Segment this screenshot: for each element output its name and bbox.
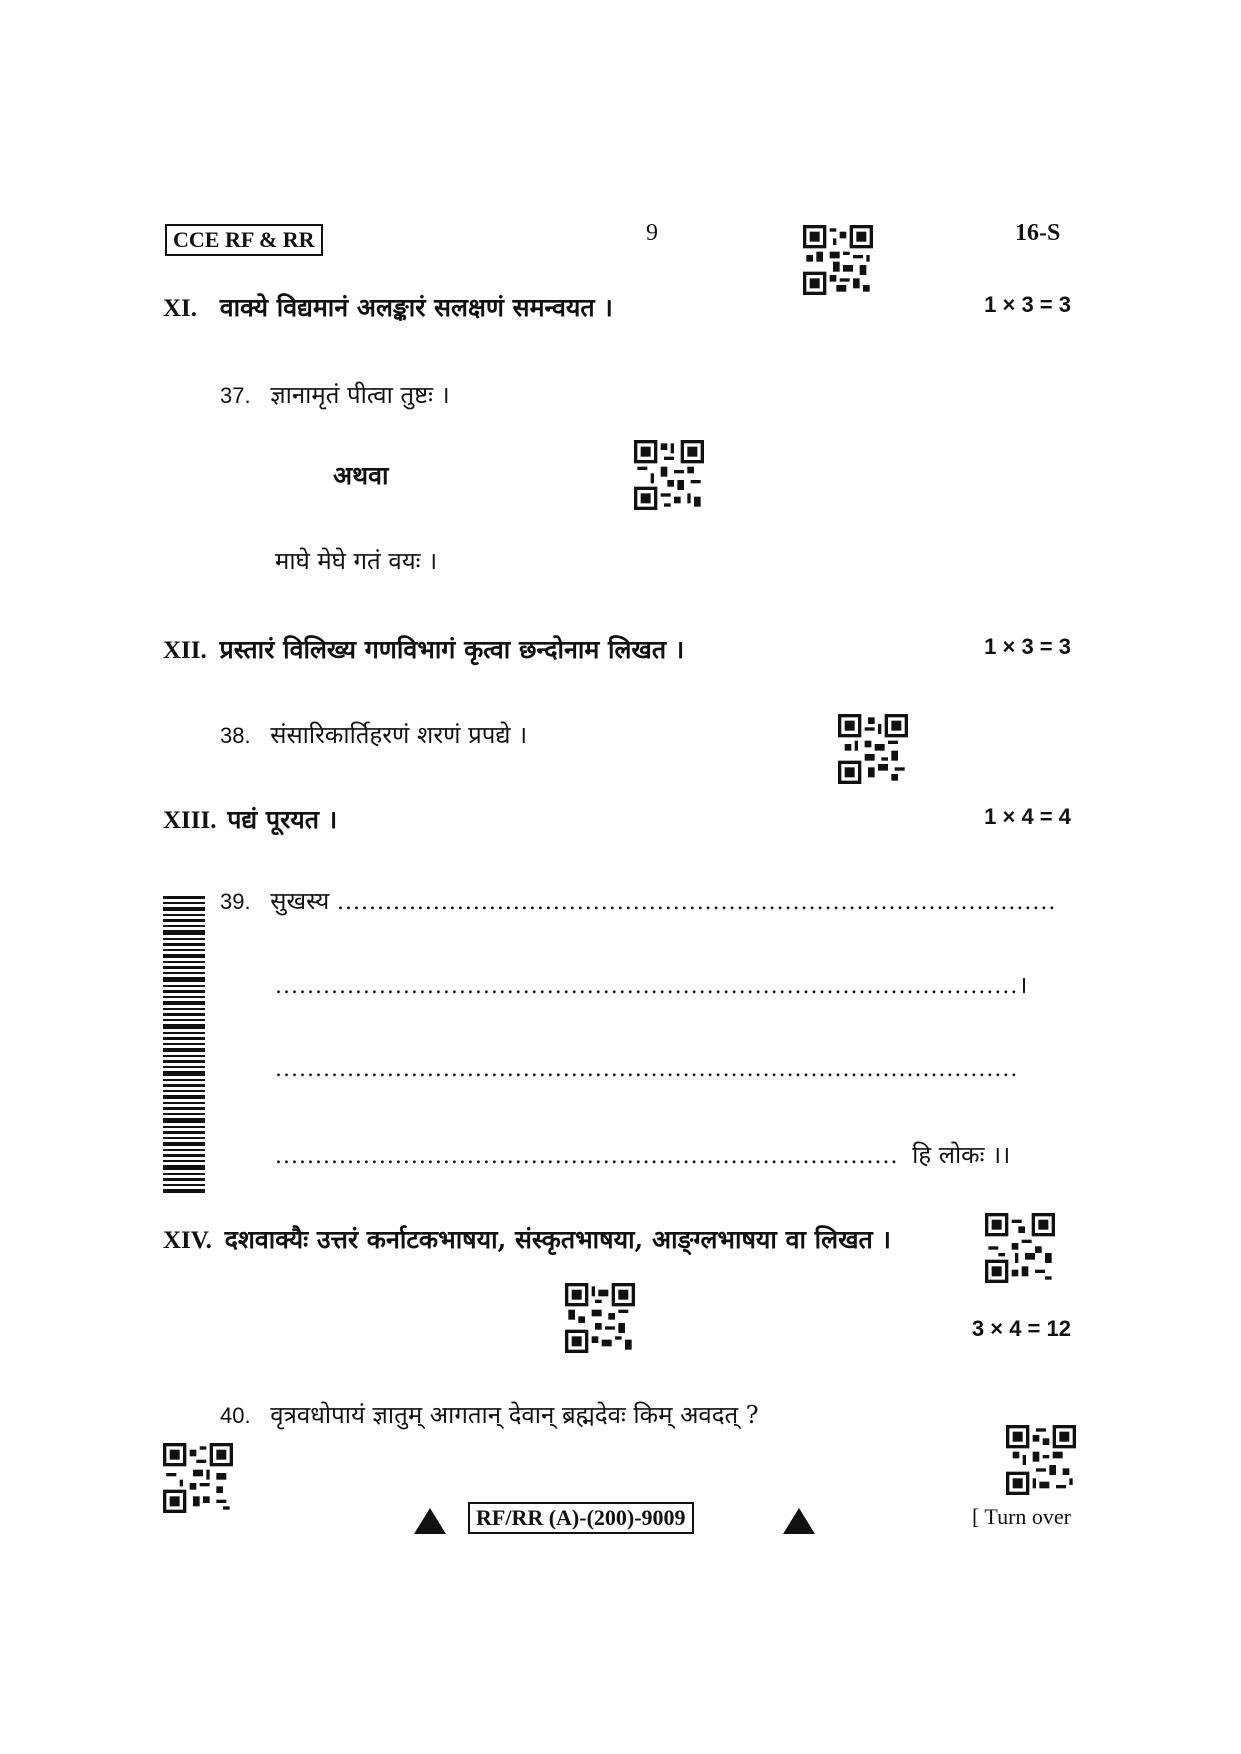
paper-code: 16-S [1015, 220, 1061, 246]
question-number: 39. [220, 889, 251, 914]
section-label: XIV. [163, 1227, 212, 1254]
fill-line: .......................................................................................... [337, 890, 1057, 915]
question-text: संसारिकार्तिहरणं शरणं प्रपद्ये । [270, 721, 528, 749]
verse-end-text: हि लोकः ।। [912, 1141, 1011, 1169]
qr-code-icon [634, 440, 704, 510]
section-xiii-marks: 1 × 4 = 4 [984, 804, 1071, 829]
section-label: XI. [163, 295, 198, 322]
qr-code-icon [163, 1443, 233, 1513]
qr-code-icon [838, 714, 908, 784]
verse-line-4 [275, 1138, 1010, 1171]
triangle-marker-icon [783, 1508, 815, 1534]
verse-start-word: सुखस्य [270, 887, 330, 915]
fill-line: .............................................................................. [275, 1144, 899, 1169]
verse-line-3 [275, 1054, 1018, 1082]
section-xiii-heading [163, 802, 337, 836]
question-number: 40. [220, 1403, 251, 1428]
fill-line: ............................................................................................. [275, 974, 1019, 999]
triangle-marker-icon [414, 1508, 446, 1534]
section-xiv-heading [163, 1222, 891, 1256]
exam-box-label: CCE RF & RR [165, 224, 323, 256]
page-number: 9 [646, 220, 658, 246]
question-40 [220, 1398, 759, 1431]
section-instruction: पद्यं पूरयत । [227, 805, 338, 834]
or-label: अथवा [333, 461, 389, 490]
question-text: वृत्रवधोपायं ज्ञातुम् आगतान् देवान् ब्रह्मदेवः किम् अवदत् ? [270, 1401, 759, 1429]
qr-code-icon [565, 1283, 635, 1353]
section-label: XII. [163, 637, 207, 664]
section-instruction: प्रस्तारं विलिख्य गणविभागं कृत्वा छन्दोनाम लिखत । [219, 635, 685, 664]
question-37 [220, 378, 450, 411]
section-xi-heading [163, 290, 613, 324]
question-number: 37. [220, 383, 251, 408]
fill-line: ............................................................................................. [275, 1057, 1019, 1082]
barcode-icon [163, 896, 205, 1200]
question-number: 38. [220, 723, 251, 748]
qr-code-icon [985, 1213, 1055, 1283]
verse-danda: । [1018, 971, 1028, 999]
section-xii-heading [163, 632, 684, 666]
verse-line-2 [275, 968, 1027, 1001]
qr-code-icon [1006, 1425, 1076, 1495]
section-xiv-marks: 3 × 4 = 12 [971, 1316, 1071, 1341]
section-xii-marks: 1 × 3 = 3 [984, 634, 1071, 659]
turn-over-text: [ Turn over [971, 1504, 1071, 1529]
footer-code-label: RF/RR (A)-(200)-9009 [468, 1502, 694, 1534]
question-37-alternative: माघे मेघे गतं वयः । [275, 547, 438, 575]
qr-code-icon [803, 225, 873, 295]
section-instruction: वाक्ये विद्यमानं अलङ्कारं सलक्षणं समन्वयत । [219, 293, 613, 322]
question-text: ज्ञानामृतं पीत्वा तुष्टः । [270, 381, 450, 409]
question-39 [220, 884, 1056, 917]
section-xi-marks: 1 × 3 = 3 [984, 292, 1071, 317]
section-label: XIII. [163, 807, 217, 834]
section-instruction: दशवाक्यैः उत्तरं कर्नाटकभाषया, संस्कृतभाषया, आङ्ग्लभाषया वा लिखत । [224, 1225, 891, 1254]
question-38 [220, 718, 527, 751]
